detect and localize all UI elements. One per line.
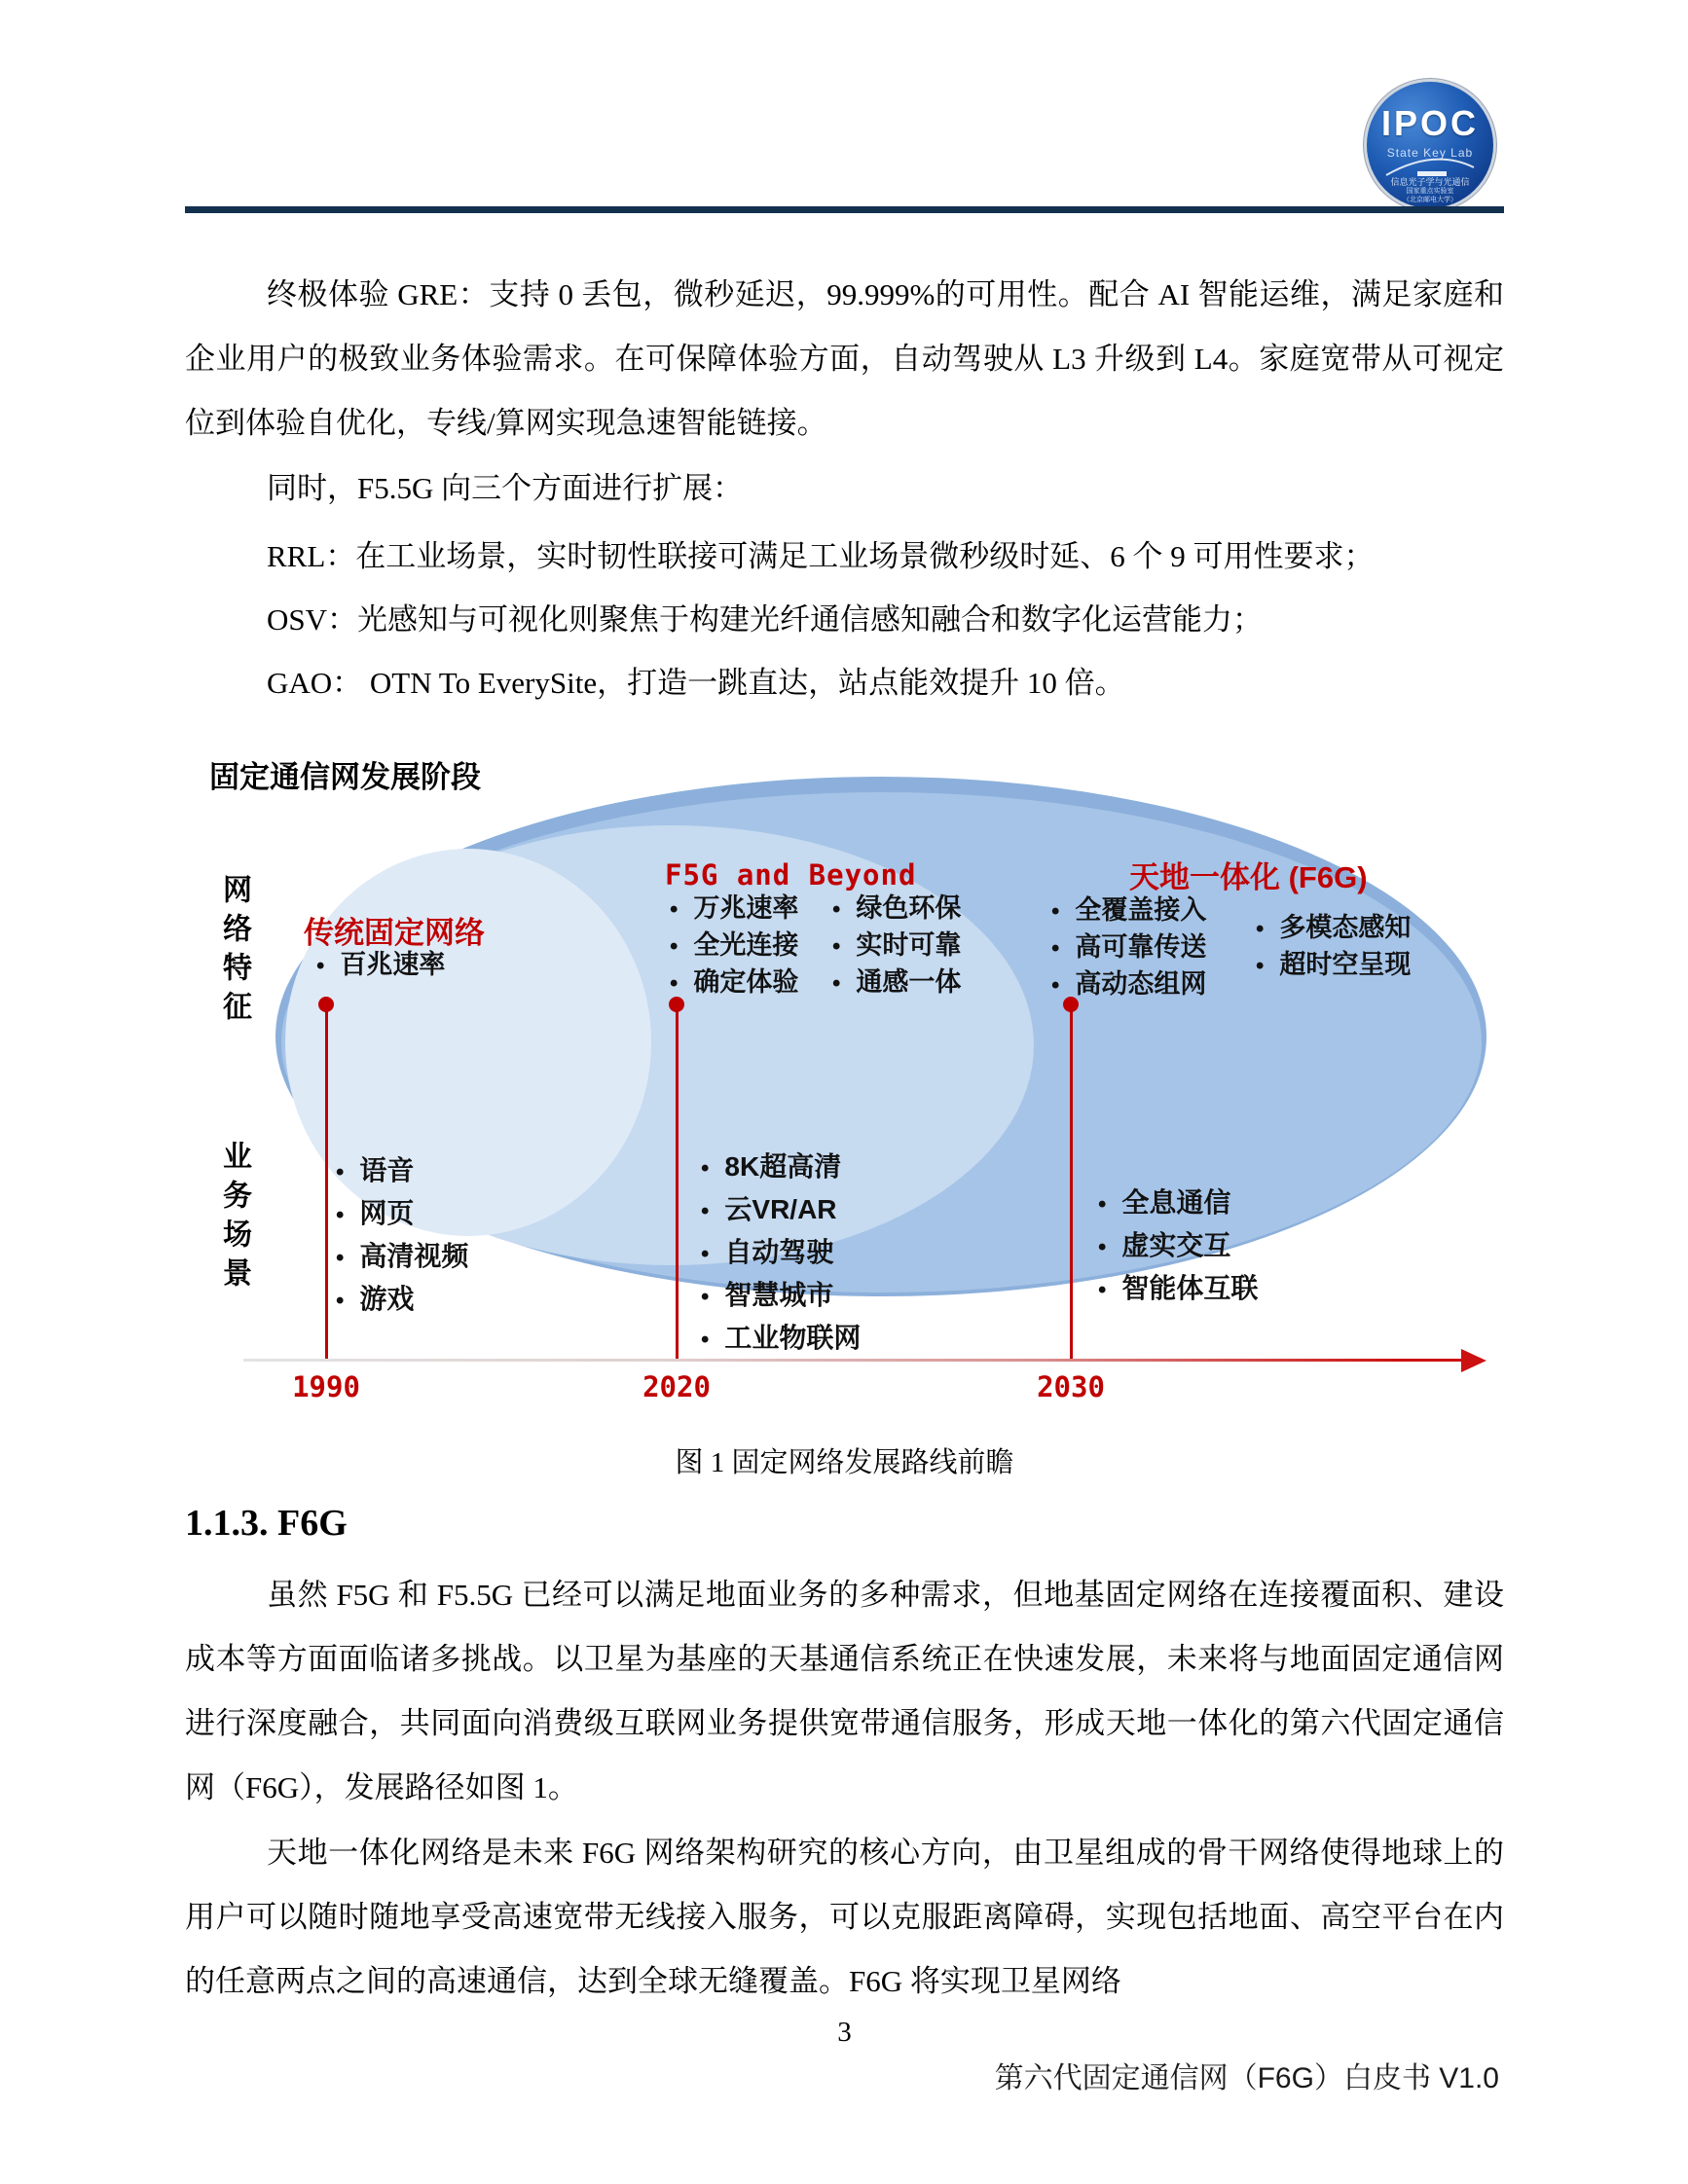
scene-label: • 8K超高清 — [724, 1151, 842, 1182]
stage-2-name: F5G and Beyond — [665, 858, 917, 892]
scene-label: • 游戏 — [359, 1284, 415, 1314]
footer-text: 第六代固定通信网（F6G）白皮书 V1.0 — [994, 2062, 1499, 2094]
section-heading: 1.1.3. F6G — [185, 1503, 348, 1544]
line-rrl: RRL：在工业场景，实时韧性联接可满足工业场景微秒级时延、6 个 9 可用性要求； — [267, 539, 1375, 573]
logo-subtitle: State Key Lab — [1386, 146, 1474, 160]
feature-label: • 全光连接 — [693, 930, 799, 960]
timeline-axis — [243, 1359, 1463, 1362]
stage-2-scenes — [701, 1147, 861, 1361]
feature-item — [1256, 910, 1411, 947]
para-ultimate-experience: 终极体验 GRE：支持 0 丢包，微秒延迟，99.999%的可用性。配合 AI 智能运维，满足家庭和企业用户的极致业务体验需求。在可保障体验方面，自动驾驶从 L3 升级到 L4。家庭宽带从可视定位到体验自优化，专线/算网实现急速智能链接。 — [185, 277, 1504, 440]
line-gao: GAO： OTN To EverySite，打造一跳直达，站点能效提升 10 倍。 — [267, 666, 1125, 700]
stage-1-name: 传统固定网络 — [304, 916, 485, 950]
logo-caption-line3: （北京邮电大学） — [1403, 197, 1457, 203]
feature-item — [1051, 892, 1206, 929]
scene-label: • 智能体互联 — [1121, 1273, 1259, 1303]
scene-item — [701, 1147, 861, 1189]
scene-item — [701, 1275, 861, 1318]
feature-item — [832, 891, 961, 928]
figure-caption: 图 1 固定网络发展路线前瞻 — [675, 1447, 1014, 1478]
stage-3-features-col1 — [1051, 892, 1206, 1003]
scene-label: • 云VR/AR — [724, 1194, 837, 1224]
feature-item — [1256, 947, 1411, 984]
logo-caption-line1: 信息光子学与光通信 — [1390, 177, 1470, 187]
axis-label-network-features: 网络特征 — [218, 874, 250, 1030]
stage-3-features-col2 — [1256, 910, 1411, 984]
stage-2-features-col1 — [670, 891, 798, 1001]
feature-item — [670, 891, 798, 928]
scene-label: • 语音 — [359, 1155, 415, 1185]
feature-label: • 万兆速率 — [693, 893, 799, 923]
scene-item — [336, 1236, 468, 1279]
feature-label: • 多模态感知 — [1279, 913, 1412, 942]
feature-item — [670, 965, 798, 1001]
scene-item — [701, 1318, 861, 1361]
para-f6g-intro: 虽然 F5G 和 F5.5G 已经可以满足地面业务的多种需求，但地基固定网络在连接覆面积、建设成本等方面面临诸多挑战。以卫星为基座的天基通信系统正在快速发展，未来将与地面固定通信网进行深度融合，共同面向消费级互联网业务提供宽带通信服务，形成天地一体化的第六代固定通信网（F6G），发展路径如图 1。 — [185, 1578, 1504, 1804]
scene-label: • 高清视频 — [359, 1241, 469, 1271]
feature-item — [316, 947, 445, 984]
line-meanwhile: 同时，F5.5G 向三个方面进行扩展： — [267, 471, 744, 505]
timeline-line-2030 — [1070, 1010, 1073, 1361]
stage-2-features-col2 — [832, 891, 961, 1001]
year-label-1990: 1990 — [292, 1370, 360, 1403]
header-rule — [185, 206, 1504, 213]
logo-caption-line2: 国家重点实验室 — [1406, 188, 1454, 195]
scene-item — [1098, 1183, 1258, 1225]
scene-label: • 自动驾驶 — [724, 1237, 834, 1267]
logo-acronym: IPOC — [1380, 103, 1479, 143]
scene-item — [336, 1150, 468, 1193]
feature-label: • 百兆速率 — [340, 950, 446, 979]
feature-label: • 超时空呈现 — [1279, 950, 1412, 979]
scene-label: • 智慧城市 — [724, 1280, 834, 1310]
scene-label: • 网页 — [359, 1198, 415, 1228]
figure-title: 固定通信网发展阶段 — [209, 760, 481, 794]
feature-label: • 通感一体 — [856, 967, 962, 997]
scene-label: • 工业物联网 — [724, 1323, 862, 1353]
stage-3-name: 天地一体化 (F6G) — [1129, 860, 1368, 894]
year-label-2020: 2020 — [642, 1370, 711, 1403]
scene-item — [336, 1279, 468, 1322]
timeline-line-2020 — [676, 1010, 679, 1361]
stage-3-scenes — [1098, 1183, 1258, 1311]
axis-label-business-scenes: 业务场景 — [218, 1141, 250, 1296]
timeline-arrowhead-icon — [1461, 1349, 1486, 1372]
stage-1-scenes — [336, 1150, 468, 1322]
stage-1-features — [316, 947, 445, 984]
para-f6g-integration: 天地一体化网络是未来 F6G 网络架构研究的核心方向，由卫星组成的骨干网络使得地球上的用户可以随时随地享受高速宽带无线接入服务，可以克服距离障碍，实现包括地面、高空平台在内的任意两点之间的高速通信，达到全球无缝覆盖。F6G 将实现卫星网络 — [185, 1836, 1504, 1998]
feature-item — [670, 928, 798, 965]
feature-label: • 高动态组网 — [1075, 969, 1207, 999]
scene-label: • 虚实交互 — [1121, 1230, 1231, 1260]
scene-item — [336, 1193, 468, 1236]
scene-item — [701, 1232, 861, 1275]
scene-label: • 全息通信 — [1121, 1187, 1231, 1218]
line-osv: OSV：光感知与可视化则聚焦于构建光纤通信感知融合和数字化运营能力； — [267, 602, 1264, 637]
scene-item — [1098, 1225, 1258, 1268]
feature-label: • 高可靠传送 — [1075, 932, 1207, 962]
year-label-2030: 2030 — [1037, 1370, 1105, 1403]
scene-item — [701, 1189, 861, 1232]
timeline-line-1990 — [325, 1010, 328, 1361]
page-number: 3 — [837, 2017, 852, 2048]
ipoc-logo — [1367, 82, 1493, 208]
feature-label: • 全覆盖接入 — [1075, 895, 1207, 925]
feature-item — [832, 965, 961, 1001]
logo-orbit-arc-icon — [1380, 146, 1480, 179]
feature-label: • 绿色环保 — [856, 893, 962, 923]
feature-label: • 确定体验 — [693, 967, 799, 997]
scene-item — [1098, 1268, 1258, 1311]
feature-label: • 实时可靠 — [856, 930, 962, 960]
feature-item — [1051, 929, 1206, 966]
feature-item — [832, 928, 961, 965]
